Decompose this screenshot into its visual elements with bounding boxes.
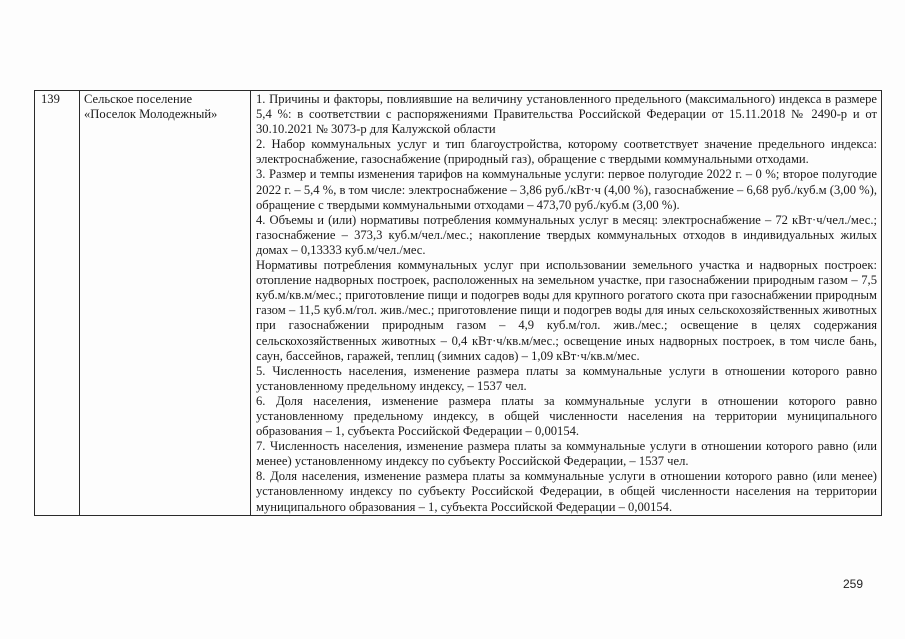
paragraph-5: 5. Численность населения, изменение размера платы за коммунальные услуги в отношении которого равно установленному предельному индексу, – 1537 чел. — [256, 363, 877, 393]
paragraph-norms: Нормативы потребления коммунальных услуг при использовании земельного участка и надворных построек: отопление надворных построек, расположенных на земельном участке, при газоснабжении природным газом – 7,5 куб.м/кв.м/мес.; приготовление пищи и подогрев воды для крупного рогатого скота при газоснабжении природным газом – 11,5 куб.м/гол. жив./мес.; приготовление пищи и подогрев воды для иных сельскохозяйственных животных при газоснабжении природным газом – 4,9 куб.м/гол. жив./мес.; освещение в целях содержания сельскохозяйственных животных – 0,4 кВт·ч/кв.м/мес.; освещение иных надворных построек, в том числе бань, саун, бассейнов, гаражей, теплиц (зимних садов) – 1,09 кВт·ч/кв.м/мес. — [256, 258, 877, 363]
paragraph-2: 2. Набор коммунальных услуг и тип благоустройства, которому соответствует значение предельного индекса: электроснабжение, газоснабжение (природный газ), обращение с твердыми коммунальными отходами. — [256, 137, 877, 167]
paragraph-3: 3. Размер и темпы изменения тарифов на коммунальные услуги: первое полугодие 2022 г. – 0 %; второе полугодие 2022 г. – 5,4 %, в том числе: электроснабжение – 3,86 руб./кВт·ч (4,00 %), газоснабжение – 6,68 руб./куб.м (3,00 %), обращение с твердыми коммунальными отходами – 473,70 руб./куб.м (3,00 %). — [256, 167, 877, 212]
paragraph-6: 6. Доля населения, изменение размера платы за коммунальные услуги в отношении которого равно установленному предельному индексу, в общей численности населения на территории муниципального образования – 1, субъекта Российской Федерации – 0,00154. — [256, 393, 877, 439]
settlement-name-cell — [80, 91, 251, 516]
data-table — [34, 90, 882, 516]
paragraph-4: 4. Объемы и (или) нормативы потребления коммунальных услуг в месяц: электроснабжение – 72 кВт·ч/чел./мес.; газоснабжение – 373,3 куб.м/чел./мес.; накопление твердых коммунальных отходов в индивидуальных жилых домах – 0,13333 куб.м/чел./мес. — [256, 212, 877, 257]
paragraph-7: 7. Численность населения, изменение размера платы за коммунальные услуги в отношении которого равно (или менее) установленному индексу по субъекту Российской Федерации, – 1537 чел. — [256, 439, 877, 469]
paragraph-1: 1. Причины и факторы, повлиявшие на величину установленного предельного (максимального) индекса в размере 5,4 %: в соответствии с распоряжениями Правительства Российской Федерации от 15.11.2018 № 2490-р и от 30.10.2021 № 3073-р для Калужской области — [256, 92, 877, 137]
row-number-cell — [35, 91, 80, 516]
page-number: 259 — [842, 577, 863, 591]
description-cell — [251, 91, 882, 516]
paragraph-8: 8. Доля населения, изменение размера платы за коммунальные услуги в отношении которого равно (или менее) установленному индексу по субъекту Российской Федерации, в общей численности населения на территории муниципального образования – 1, субъекта Российской Федерации – 0,00154. — [256, 469, 877, 514]
row-number: 139 — [41, 92, 60, 106]
settlement-name: Сельское поселение «Поселок Молодежный» — [84, 92, 218, 121]
table-row — [35, 91, 882, 516]
